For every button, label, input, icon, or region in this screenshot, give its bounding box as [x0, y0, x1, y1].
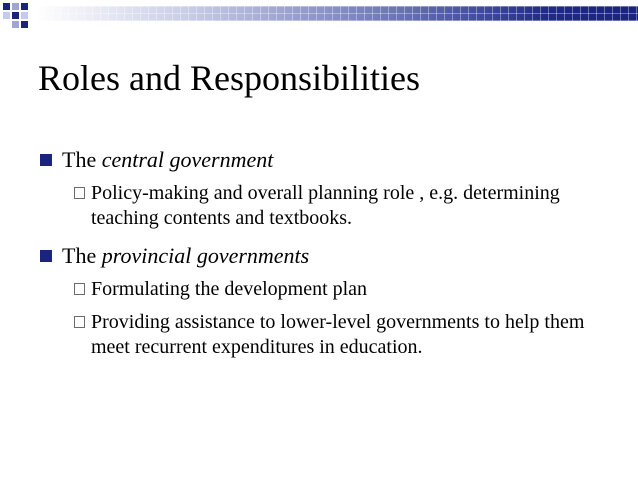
decor-square: [11, 11, 20, 20]
decor-square: [11, 20, 20, 29]
decor-square: [2, 11, 11, 20]
bullet-item-provincial: [38, 239, 618, 273]
bullet-lead: The: [62, 243, 102, 268]
sub-bullet-text: Providing assistance to lower-level governments to help them meet recurrent expenditures in education.: [91, 311, 585, 358]
bullet-emphasis: central government: [101, 147, 274, 172]
decor-square: [20, 20, 29, 29]
bullet-item-central: [38, 143, 618, 177]
sub-bullet-item: [71, 277, 601, 302]
decor-square: [20, 2, 29, 11]
square-bullet-icon: [40, 250, 52, 262]
hollow-square-bullet-icon: [74, 283, 85, 295]
header-decoration: [0, 0, 638, 36]
hollow-square-bullet-icon: [74, 187, 85, 199]
header-gradient-bar: [36, 6, 638, 21]
sub-bullet-item: [71, 310, 601, 360]
decor-square: [20, 11, 29, 20]
slide-title: Roles and Responsibilities: [38, 58, 420, 98]
hollow-square-bullet-icon: [74, 316, 85, 328]
sub-bullet-text: Formulating the development plan: [91, 278, 368, 300]
decor-square: [2, 2, 11, 11]
bullet-lead: The: [62, 147, 102, 172]
bullet-emphasis: provincial governments: [101, 243, 310, 268]
decor-square: [11, 2, 20, 11]
square-bullet-icon: [40, 154, 52, 166]
sub-bullet-text: Policy-making and overall planning role , e.g. determining teaching contents and textbooks.: [91, 182, 560, 229]
bullet-list: [38, 143, 618, 368]
sub-bullet-item: [71, 181, 601, 231]
